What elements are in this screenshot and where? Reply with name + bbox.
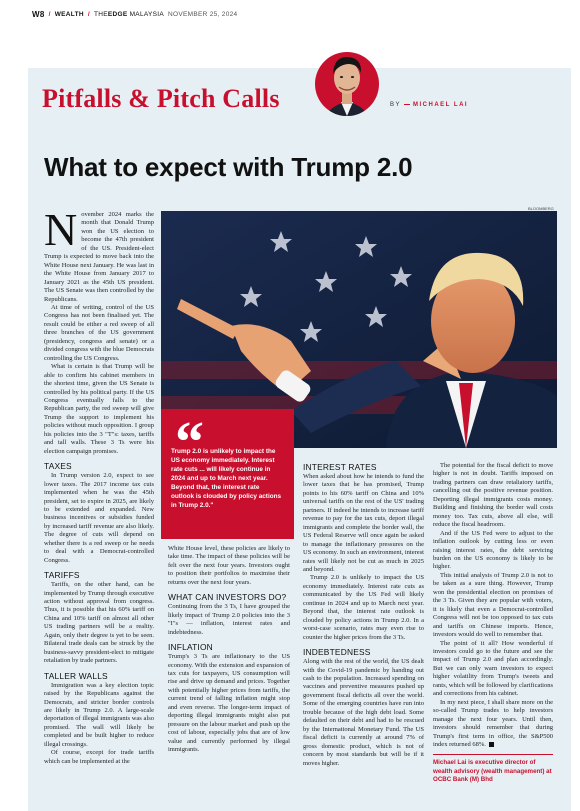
body-paragraph: When asked about how he intends to fund the lower taxes that he has promised, Trump points to his 60% tariff on China and 10% universal tariffs on the rest of the US' trading partners. If indeed he intends to increase tariff revenue to pay for the tax cuts, deport illegal immigrants and complete the border wall, the US Federal Reserve will once again be asked to manage the inflationary pressures on the US economy. In such an environment, interest rates will likely not be cut as much in 2025 and beyond. [303,473,424,573]
section-heading: TAXES [44,461,72,472]
author-name: MICHAEL LAI [413,102,469,108]
body-paragraph: Of course, except for trade tariffs which can be implemented at the [44,749,154,765]
body-paragraph: White House level, these policies are likely to take time. The impact of these policies will be felt over the next four years. Investors ought to position their portfolios to maximise their returns over the next four years. [168,545,290,586]
body-paragraph: Along with the rest of the world, the US dealt with the Covid-19 pandemic by handing out cash to the population. Increased spending on vaccines and preventive measures pushed up government fiscal deficits all over the world. Some of the emerging countries have run into trouble because of the high debt load. Some defaulted on their debt and had to be rescued by the International Monetary Fund. The US fiscal deficit is currently at around 7% of gross domestic product, which is not of concern by most standards but will be if it moves higher. [303,658,424,767]
author-bio: Michael Lai is executive director of wealth advisory (wealth management) at OCBC Bank (M) Bhd [433,754,553,785]
section-heading: WHAT CAN INVESTORS DO? [168,592,287,603]
article-headline: What to expect with Trump 2.0 [44,152,413,182]
article-column-1 [44,204,154,766]
header-separator: / [87,10,90,18]
photo-credit: BLOOMBERG [528,206,554,211]
issue-date: NOVEMBER 25, 2024 [168,10,238,18]
section-name: WEALTH [54,10,84,18]
column-header [28,68,571,130]
byline: BY MICHAEL LAI [390,102,469,108]
page-number: W8 [32,9,45,19]
section-heading: INFLATION [168,642,213,653]
column-title: Pitfalls & Pitch Calls [42,84,280,113]
section-heading: INDEBTEDNESS [303,647,371,658]
section-heading: INTEREST RATES [303,462,377,472]
body-paragraph: ovember 2024 marks the month that Donald Trump won the US election to become the 47th president of the US. President-elect Trump is expected to move back into the White House next January. He was last in the White House from January 2017 to January 2021 as the 45th US president. The US Senate was then controlled by the Republicans. [44,211,154,303]
pull-quote-box [161,409,294,539]
author-avatar [314,40,380,130]
body-paragraph: In Trump version 2.0, expect to see lower taxes. The 2017 income tax cuts implemented when he was the 45th president, set to expire in 2025, are likely to be extended and expanded. New business incentives or subsidies funded by increased tariff revenue are also likely. The degree of cuts will depend on whether there is a red sweep or he needs to deal with a Democrat-controlled Congress. [44,472,154,564]
body-paragraph: At time of writing, control of the US Congress has not been finalised yet. The result could be either a red sweep of all three branches of the US government (presidency, congress and senate) or a divided congress with the blue Democrats controlling the US Congress. [44,303,154,362]
drop-cap: N [44,204,78,255]
article-column-2 [168,545,290,755]
section-heading: TARIFFS [44,570,80,581]
body-paragraph: Trump 2.0 is unlikely to impact the US economy immediately. Interest rate cuts as communicated by the US Fed will likely continue in 2024 and up to March next year. Beyond that, the interest rate outlook is clouded by policy actions in Trump 2.0. In a worst-case scenario, rates may even rise to counter the higher prices from the 3 Ts. [303,574,424,641]
body-paragraph: Tariffs, on the other hand, can be implemented by Trump through executive action without approval from congress. Thus, it is possible that his 60% tariff on China and 10% tariff on almost all other US trading partners will be a reality. Again, only their degree is yet to be seen. Bilateral trade deals can be struck by the business-savvy president-elect to mitigate retaliation by trade partners. [44,581,154,665]
section-heading: TALLER WALLS [44,670,108,681]
header-separator: / [48,10,51,18]
article-column-3 [303,462,424,768]
body-paragraph: This initial analysis of Trump 2.0 is not to be taken as a sure thing. However, Trump won the presidential election on promises of the 3 Ts. Given they are popular with voters, it is likely that even a Democrat-controlled Congress will not be too opposed to tax cuts and tariffs on Chinese imports. Hence, investors would do well to remember that. [433,571,553,639]
body-paragraph: Continuing from the 3 Ts, I have grouped the likely impact of Trump 2.0 policies into the 3 "I"s — inflation, interest rates and indebtedness. [168,603,290,636]
article-column-4 [433,462,553,785]
pull-quote-text: Trump 2.0 is unlikely to impact the US economy immediately. Interest rate cuts ... will likely continue in 2024 and up to March next year. Beyond that, the interest rate outlook is clouded by policy actions in Trump 2.0." [171,448,282,509]
page-header-strip [0,0,580,28]
end-of-article-mark [489,742,494,747]
body-paragraph: And if the US Fed were to adjust to the inflation outlook by cutting less or even raising interest rates, the debt servicing burden on the US economy is likely to be higher. [433,529,553,571]
publication-name: THEEDGE MALAYSIA [93,10,165,18]
body-paragraph: What is certain is that Trump will be able to confirm his cabinet members in the shortest time, given the US Senate is controlled by his political party. If the US Congress eventually falls to the Republican party, the red sweep will give Trump the support to implement his policies without much opposition. I group his policies into the 3 "T"s: taxes, tariffs and tall walls. These 3 Ts were his election campaign promises. [44,363,154,455]
body-paragraph: Immigration was a key election topic raised by the Republicans against the Democrats, and stricter border controls are likely in Trump 2.0. A large-scale deportation of illegal immigrants was also promised. The wall will likely be completed and be built higher to reduce illegal crossings. [44,681,154,748]
quote-mark-icon: “ [175,409,204,474]
body-paragraph: Trump's 3 Ts are inflationary to the US economy. With the extension and expansion of tax cuts for taxpayers, US consumption will rise and drive up demand and prices. Together with potentially higher prices from tariffs, the current trend of falling inflation might stop and even reverse. The longer-term impact of deporting illegal immigrants might also put pressure on the labour market and push up the cost of labour, especially jobs that are of low value and currently performed by illegal immigrants. [168,653,290,754]
body-paragraph: In my next piece, I shall share more on the so-called Trump trades to help investors manage the next four years. Until then, investors should remember that during Trump's first term in office, the S&P500 index returned 68%. [433,698,553,748]
body-paragraph: The potential for the fiscal deficit to move higher is not in doubt. Tariffs imposed on trading partners can draw retaliatory tariffs, cancelling out the positive revenue position. Deporting illegal immigrants costs money. Building and finishing the border wall costs money too. Tax cuts, above all else, will reduce the fiscal headroom. [433,462,553,529]
body-paragraph: The point of it all? How wonderful if investors could go to the future and see the impact of Trump 2.0 and plan accordingly. But we can only warn investors to expect higher volatility from Trump's tweets and rants, which will be followed by clarifications and corrections from his cabinet. [433,639,553,698]
